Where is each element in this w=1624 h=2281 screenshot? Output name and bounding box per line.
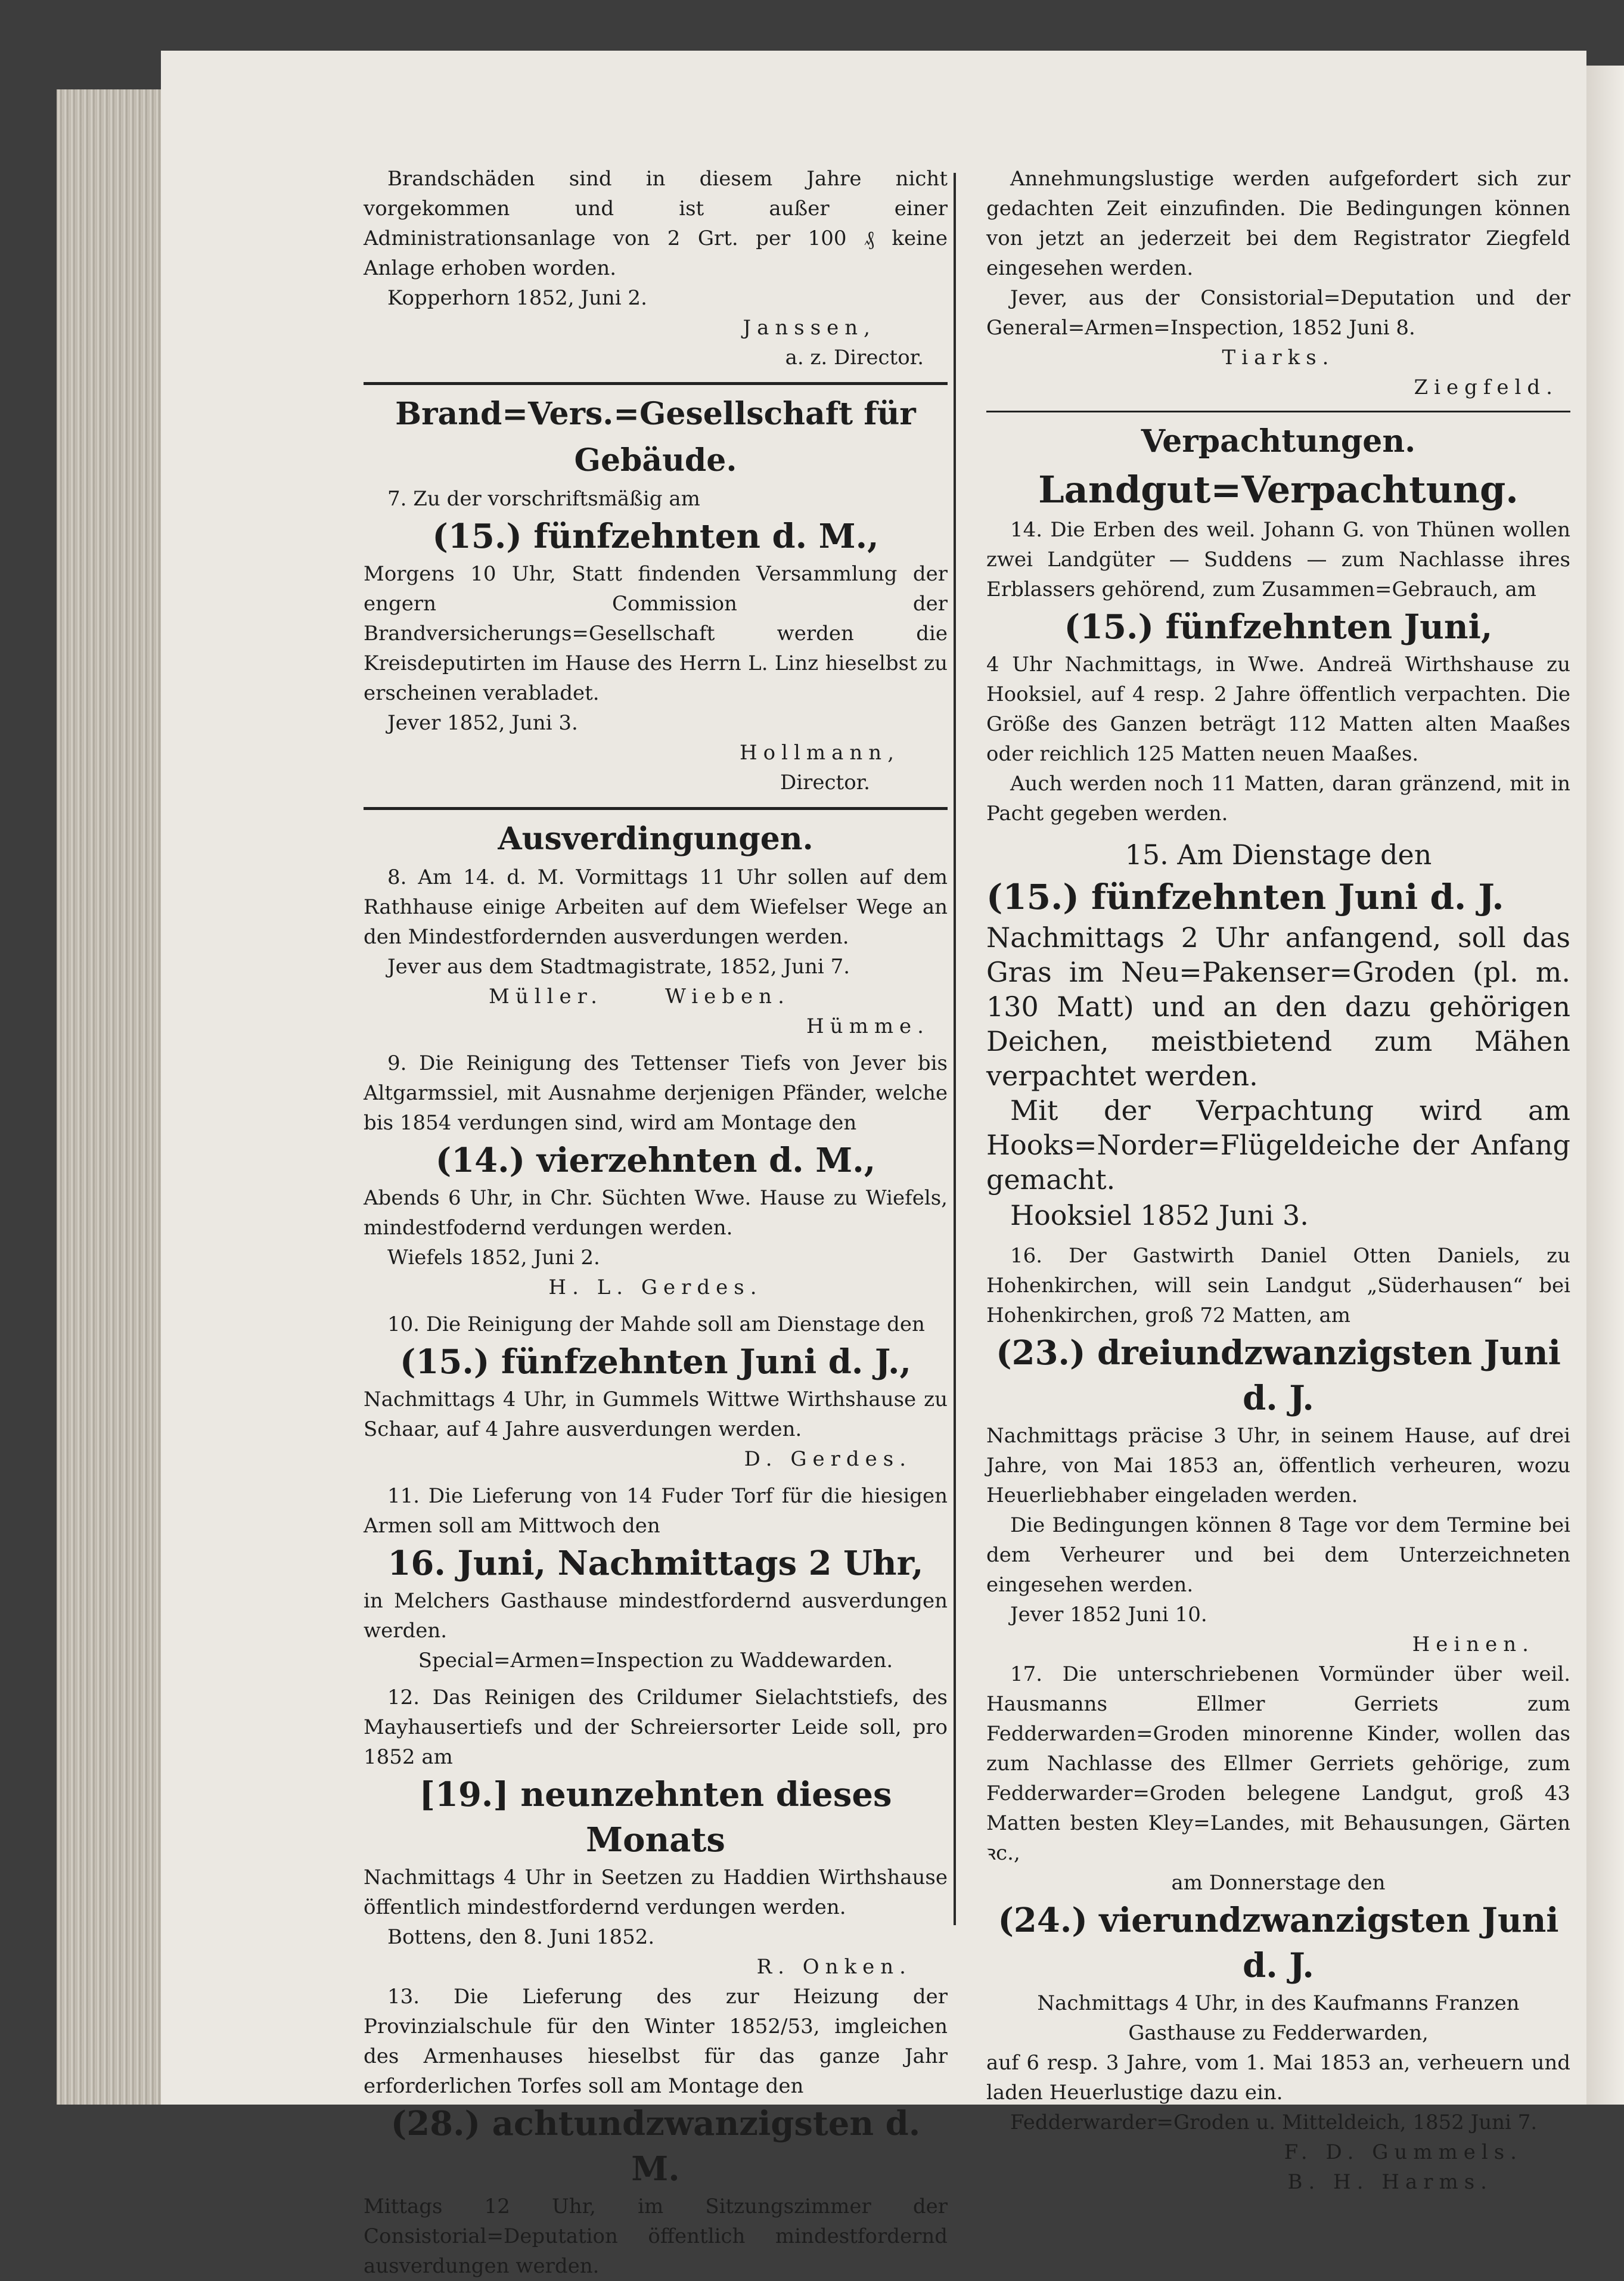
notice-signature: Tiarks. [1222,346,1335,370]
notice-signature: H. L. Gerdes. [548,1276,763,1299]
notice-text: Nachmittags 4 Uhr, in des Kaufmanns Franzen Gasthause zu Fedderwarden, [1037,1991,1520,2045]
notice-date: Wiefels 1852, Juni 2. [387,1246,600,1270]
notice-text: 17. Die unterschriebenen Vormünder über weil. Hausmanns Ellmer Gerriets zum Fedderwarden=Groden minorenne Kinder, wollen das zum Nachlasse des Ellmer Gerriets gehörige, zum Fedderwarder=Groden belegene Landgut, groß 43 Matten besten Kley=Landes, mit Behausungen, Gärten ꝛc., [986,1662,1570,1865]
notice-date-headline: (15.) fünfzehnten Juni d. J. [986,877,1504,917]
notice-signature: Special=Armen=Inspection zu Waddewarden. [418,1649,893,1672]
signature-name: Wieben. [664,985,790,1008]
signature-name: Müller. [489,985,603,1008]
notice-signature: Hümme. [806,1014,930,1038]
notice-text: Mit der Verpachtung wird am Hooks=Norder=Flügeldeiche der Anfang gemacht. [986,1094,1570,1196]
notice-text: auf 6 resp. 3 Jahre, vom 1. Mai 1853 an, verheuern und laden Heuerlustige dazu ein. [986,2051,1570,2105]
notice-date: Jever aus dem Stadtmagistrate, 1852, Juni 7. [387,955,850,979]
notice-date-headline: (24.) vierundzwanzigsten Juni d. J. [998,1901,1559,1985]
section-rule [364,382,948,385]
section-heading-large: Landgut=Verpachtung. [1038,468,1519,511]
notice-text: 11. Die Lieferung von 14 Fuder Torf für die hiesigen Armen soll am Mittwoch den [364,1484,948,1538]
notice-date: Jever, aus der Consistorial=Deputation und der General=Armen=Inspection, 1852 Juni 8. [986,286,1570,340]
section-heading: Brand=Vers.=Gesellschaft für Gebäude. [395,396,916,479]
section-heading: Ausverdingungen. [498,821,813,857]
notice-signature [364,982,948,1011]
notice-text: Mittags 12 Uhr, im Sitzungszimmer der Consistorial=Deputation öffentlich mindestfordernd ausverdungen werden. [364,2195,948,2278]
notice-text: 4 Uhr Nachmittags, in Wwe. Andreä Wirthshause zu Hooksiel, auf 4 resp. 2 Jahre öffentlich verpachten. Die Größe des Ganzen beträgt 112 Matten alten Maaßes oder reichlich 125 Matten neuen Maaßes. [986,653,1570,766]
section-heading: Verpachtungen. [1141,423,1416,460]
book-page-edge [57,89,161,2105]
notice-text: 8. Am 14. d. M. Vormittags 11 Uhr sollen auf dem Rathhause einige Arbeiten auf dem Wiefelser Wege an den Mindestfordernden ausverdungen werden. [364,865,948,949]
notice-date: Kopperhorn 1852, Juni 2. [387,286,647,310]
notice-date-headline: 16. Juni, Nachmittags 2 Uhr, [387,1544,924,1583]
notice-text: 13. Die Lieferung des zur Heizung der Provinzialschule für den Winter 1852/53, imgleichen des Armenhauses hieselbst für das ganze Jahr erforderlichen Torfes soll am Montage den [364,1985,948,2098]
notice-date-headline: (15.) fünfzehnten Juni d. J., [399,1342,912,1382]
notice-text: Nachmittags 4 Uhr in Seetzen zu Haddien Wirthshause öffentlich mindestfordernd verdungen werden. [364,1866,948,1919]
left-column [364,164,948,2281]
notice-text: in Melchers Gasthause mindestfordernd ausverdungen werden. [364,1589,948,1643]
notice-signature: Janssen, [743,316,876,340]
notice-date-headline: (14.) vierzehnten d. M., [435,1141,876,1180]
notice-text: 14. Die Erben des weil. Johann G. von Thünen wollen zwei Landgüter — Suddens — zum Nachlasse ihres Erblassers gehörend, zum Zusammen=Gebrauch, am [986,518,1570,601]
book-next-page-edge [1586,66,1624,2105]
column-divider [954,173,956,1925]
notice-text: Annehmungslustige werden aufgefordert sich zur gedachten Zeit einzufinden. Die Bedingungen können von jetzt an jederzeit bei dem Registrator Ziegfeld eingesehen werden. [986,167,1570,280]
notice-signature: Ziegfeld. [1414,375,1558,399]
notice-number-line: 7. Zu der vorschriftsmäßig am [387,487,700,511]
section-rule [364,807,948,810]
notice-signature: Heinen. [1412,1633,1535,1656]
notice-text: Die Bedingungen können 8 Tage vor dem Termine bei dem Verheurer und bei dem Unterzeichneten eingesehen werden. [986,1513,1570,1597]
notice-date-headline: [19.] neunzehnten dieses Monats [419,1775,892,1860]
notice-text: am Donnerstage den [1171,1871,1386,1895]
notice-text: 12. Das Reinigen des Crildumer Sielachtstiefs, des Mayhausertiefs und der Schreiersorter Leide soll, pro 1852 am [364,1686,948,1769]
notice-text: Nachmittags präcise 3 Uhr, in seinem Hause, auf drei Jahre, von Mai 1853 an, öffentlich verheuren, wozu Heuerliebhaber eingeladen werden. [986,1424,1570,1507]
notice-text: 9. Die Reinigung des Tettenser Tiefs von Jever bis Altgarmssiel, mit Ausnahme derjenigen Pfänder, welche bis 1854 verdungen sind, wird am Montage den [364,1051,948,1135]
notice-signature: B. H. Harms. [1287,2170,1493,2194]
right-column [986,164,1570,2197]
notice-date: Jever 1852 Juni 10. [1010,1603,1207,1627]
notice-signature: Hollmann, [740,741,900,765]
notice-date-headline: (15.) fünfzehnten Juni, [1064,607,1493,647]
notice-number-line: 15. Am Dienstage den [1125,839,1432,871]
notice-signature: R. Onken. [756,1955,912,1979]
notice-signature-title: a. z. Director. [785,346,924,370]
notice-date: Fedderwarder=Groden u. Mitteldeich, 1852 Juni 7. [1010,2111,1538,2134]
notice-text: Auch werden noch 11 Matten, daran gränzend, mit in Pacht gegeben werden. [986,772,1570,825]
notice-date: Bottens, den 8. Juni 1852. [387,1925,655,1949]
notice-signature-title: Director. [780,771,870,795]
notice-text: Brandschäden sind in diesem Jahre nicht vorgekommen und ist außer einer Administrationsanlage von 2 Grt. per 100 ₰ keine Anlage erhoben worden. [364,167,948,280]
notice-date: Hooksiel 1852 Juni 3. [1010,1199,1309,1231]
notice-text: Nachmittags 4 Uhr, in Gummels Wittwe Wirthshause zu Schaar, auf 4 Jahre ausverdungen werden. [364,1388,948,1441]
notice-date-headline: (15.) fünfzehnten d. M., [432,517,879,556]
notice-signature: F. D. Gummels. [1284,2140,1523,2164]
notice-date-headline: (23.) dreiundzwanzigsten Juni d. J. [996,1333,1561,1418]
notice-date: Jever 1852, Juni 3. [387,711,578,735]
notice-text: 10. Die Reinigung der Mahde soll am Dienstage den [387,1312,925,1336]
section-rule [986,411,1570,412]
notice-text: 16. Der Gastwirth Daniel Otten Daniels, zu Hohenkirchen, will sein Landgut „Süderhausen“ bei Hohenkirchen, groß 72 Matten, am [986,1244,1570,1327]
notice-text: Morgens 10 Uhr, Statt findenden Versammlung der engern Commission der Brandversicherungs=Gesellschaft werden die Kreisdeputirten im Hause des Herrn L. Linz hieselbst zu erscheinen verabladet. [364,562,948,705]
notice-signature: D. Gerdes. [744,1447,912,1471]
notice-date-headline: (28.) achtundzwanzigsten d. M. [390,2104,921,2189]
notice-text: Nachmittags 2 Uhr anfangend, soll das Gras im Neu=Pakenser=Groden (pl. m. 130 Matt) und an den dazu gehörigen Deichen, meistbietend zum Mähen verpachtet werden. [986,921,1570,1092]
notice-text: Abends 6 Uhr, in Chr. Süchten Wwe. Hause zu Wiefels, mindestfodernd verdungen werden. [364,1186,948,1240]
